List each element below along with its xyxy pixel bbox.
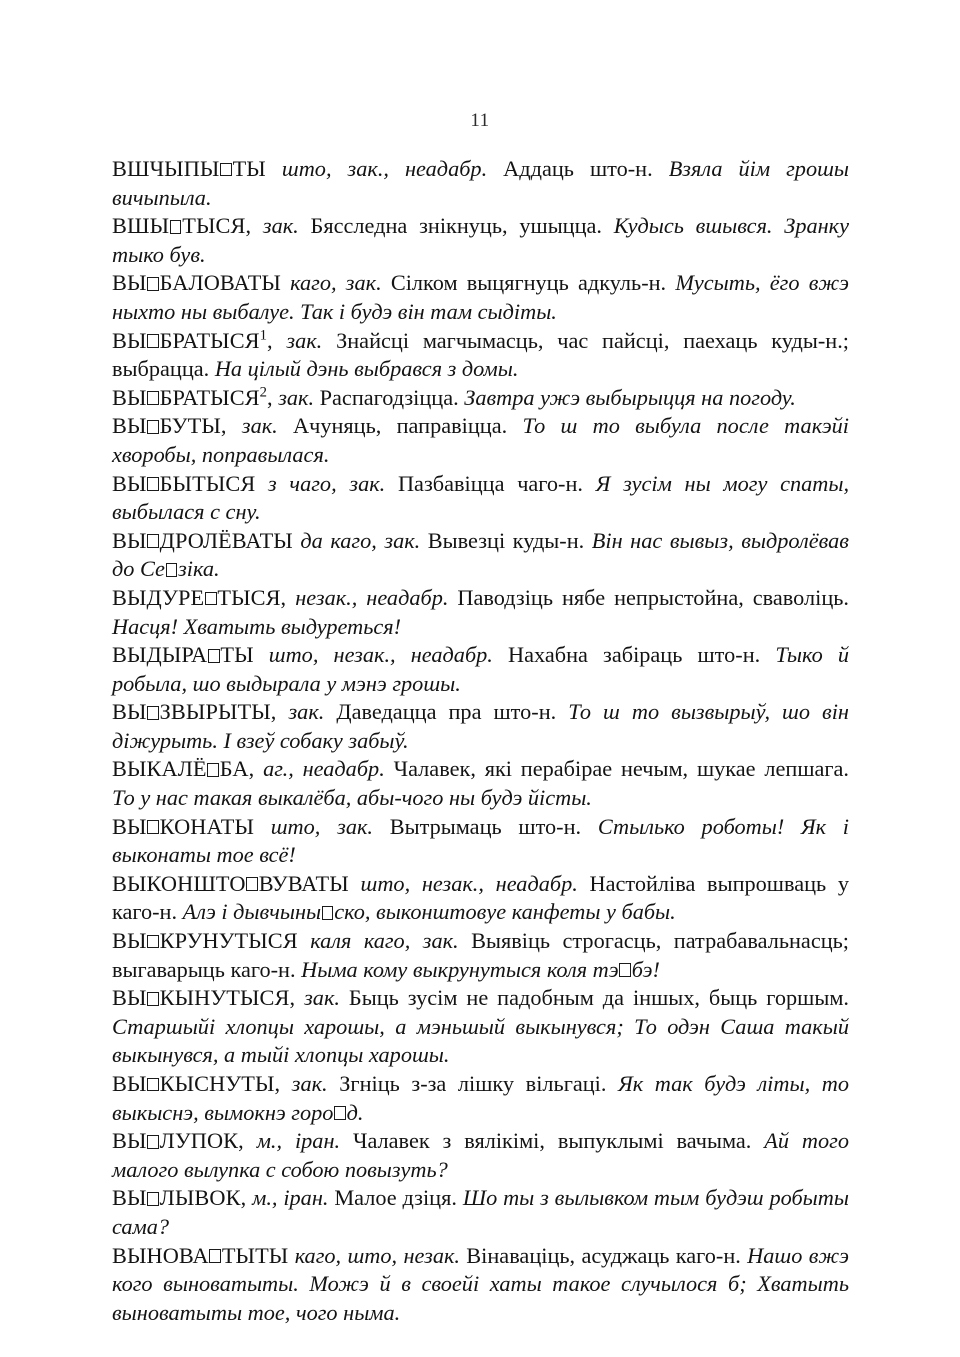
entry-headword: ВЫ КЫНУТЫСЯ, xyxy=(112,985,296,1011)
missing-glyph-box xyxy=(147,534,159,548)
entry-headword: ВЫ ЗВЫРЫТЫ, xyxy=(112,699,277,725)
missing-glyph-box xyxy=(220,163,232,177)
entry-headword: ВЫ ЛЫВОК, xyxy=(112,1185,247,1211)
entry-headword: ВЫ БЫТЫСЯ xyxy=(112,470,256,496)
entry-definition: Выявіць строгасць, патрабавальнасць; выгаварыць каго-н. xyxy=(112,928,850,982)
entry-government: што, xyxy=(281,156,332,181)
missing-glyph-box xyxy=(208,649,220,663)
entry-example-quote: Я зусім ны могу спаты, выбылася с сну. xyxy=(112,470,850,525)
entry-grammar-label: зак. xyxy=(422,928,459,954)
dictionary-entry xyxy=(112,927,849,984)
entry-definition: Паводзіць нябе непрыстойна, сваволіць. xyxy=(457,584,850,610)
entry-government: што, xyxy=(360,870,411,896)
missing-glyph-box xyxy=(166,563,178,577)
entry-grammar-label: зак. xyxy=(262,213,299,239)
entry-grammar-label: зак. xyxy=(337,813,373,839)
entry-definition: Малое дзіця. xyxy=(334,1185,457,1211)
entry-headword: ВЫ ДРОЛЁВАТЫ xyxy=(112,527,293,553)
entry-grammar-label: аг., неадабр. xyxy=(263,756,385,782)
entry-definition: Сілком выцягнуць адкуль-н. xyxy=(390,270,667,296)
entry-definition: Пазбавіцца чаго-н. xyxy=(397,470,583,496)
dictionary-entry xyxy=(112,212,849,269)
dictionary-entry xyxy=(112,813,849,870)
entry-headword: ВЫДУРЕ ТЫСЯ, xyxy=(112,584,287,610)
missing-glyph-box xyxy=(205,592,217,606)
entry-example-quote: То ш то выбула после такэйі хворобы, поправылася. xyxy=(112,413,850,467)
entry-grammar-label: м., іран. xyxy=(256,1128,341,1154)
dictionary-entry: ВЫ БРАТЫСЯ$^1$, зак. Знайсці магчымасць, час пайсці, паехаць куды-н.; выбрацца. На цілый дэнь выбрався з домы. xyxy=(112,327,849,382)
entry-example-quote: На цілый дэнь выбрався з домы. xyxy=(214,356,519,382)
entry-definition: Вытрымаць што-н. xyxy=(389,813,582,839)
dictionary-entry xyxy=(112,470,849,527)
missing-glyph-box xyxy=(322,906,334,920)
entry-headword: ВЫ БРАТЫСЯ xyxy=(112,384,260,410)
dictionary-entry xyxy=(112,1127,849,1184)
dictionary-entry xyxy=(112,155,849,212)
entry-grammar-label: зак. xyxy=(304,985,340,1011)
entry-headword: ВЫКАЛЁ БА, xyxy=(112,756,255,782)
dictionary-entry xyxy=(112,984,849,1070)
entry-grammar-label: м., іран. xyxy=(252,1185,329,1211)
missing-glyph-box xyxy=(147,334,159,348)
entry-example-quote: То ш то вызвырыў, шо він діжурыть. І взеў собаку забыў. xyxy=(112,699,849,753)
missing-glyph-box xyxy=(147,420,159,434)
entry-grammar-label: незак., неадабр. xyxy=(333,642,493,668)
missing-glyph-box xyxy=(147,1135,159,1149)
entry-headword: ВШЫ ТЫСЯ, xyxy=(112,213,252,239)
missing-glyph-box xyxy=(170,220,182,234)
missing-glyph-box xyxy=(147,706,159,720)
entry-definition: Вінаваціць, асуджаць каго-н. xyxy=(466,1242,741,1268)
entry-example-quote: Завтра ужэ выбырыцця на погоду. xyxy=(464,384,796,410)
missing-glyph-box xyxy=(147,992,159,1006)
entry-grammar-label: незак., неадабр. xyxy=(421,870,578,896)
missing-glyph-box xyxy=(147,1192,159,1206)
dictionary-entry xyxy=(112,269,849,326)
missing-glyph-box xyxy=(147,935,159,949)
entry-grammar-label: зак. xyxy=(349,470,386,496)
entry-headword: ВЫ КРУНУТЫСЯ xyxy=(112,928,298,954)
entry-example-quote: Ныма кому выкрунутыся коля тэ бэ! xyxy=(301,956,660,982)
entry-grammar-label: зак. xyxy=(241,413,278,439)
entry-headword: ВЫ КОНАТЫ xyxy=(112,813,254,839)
dictionary-entry xyxy=(112,755,849,812)
dictionary-entry xyxy=(112,527,849,584)
entry-headword: ВЫ БРАТЫСЯ xyxy=(112,327,260,353)
entry-government: каля каго, xyxy=(310,928,411,954)
entry-grammar-label: незак. xyxy=(403,1242,460,1268)
dictionary-entry xyxy=(112,584,849,641)
entry-definition: Даведацца пра што-н. xyxy=(336,699,557,725)
dictionary-entry xyxy=(112,1070,849,1127)
entry-definition: Згніць з-за лішку вільгаці. xyxy=(339,1071,607,1096)
entry-example-quote: Він нас вывыз, выдролёвав до Се зіка. xyxy=(112,527,849,582)
entry-government: з чаго, xyxy=(268,470,337,496)
entry-example-quote: Старшыйі хлопцы харошы, а мэньшый выкынувся; То одэн Саша такый выкынувся, а тыйі хлопцы харошы. xyxy=(112,1013,849,1068)
entry-example-quote: Взяла йім грошы вичыпыла. xyxy=(112,156,850,210)
entry-homonym-index: 1 xyxy=(259,327,268,344)
entry-definition: Быць зусім не падобным да іншых, быць горшым. xyxy=(348,985,850,1011)
missing-glyph-box xyxy=(147,391,159,405)
missing-glyph-box xyxy=(147,1078,159,1092)
entry-definition: Знайсці магчымасць, час пайсці, паехаць куды-н.; выбрацца. xyxy=(112,327,849,382)
entry-example-quote: Шо ты з вылывком тым будэш робыты сама? xyxy=(112,1185,849,1239)
missing-glyph-box xyxy=(147,820,159,834)
entry-grammar-label: зак. xyxy=(384,527,421,553)
entry-definition: Распагодзіцца. xyxy=(319,384,459,410)
entry-headword: ВЫ БУТЫ, xyxy=(112,413,227,439)
missing-glyph-box xyxy=(207,763,219,777)
missing-glyph-box xyxy=(209,1249,221,1263)
dictionary-entry xyxy=(112,1184,849,1241)
entry-definition: Вывезці куды-н. xyxy=(427,527,585,553)
entry-example-quote: Алэ і дывчыны ско, выконштовуе канфеты у бабы. xyxy=(182,899,676,925)
dictionary-entry xyxy=(112,412,849,469)
entry-example-quote: Кудысь вшывся. Зранку тыко був. xyxy=(112,213,850,267)
entry-homonym-index: 2 xyxy=(259,384,268,401)
entry-government: да каго, xyxy=(300,527,377,553)
missing-glyph-box xyxy=(147,277,159,291)
entry-example-quote: То у нас такая выкалёба, абы-чого ны будэ йісты. xyxy=(112,785,592,811)
dictionary-entry-list xyxy=(112,155,849,1327)
entry-grammar-label: зак. xyxy=(291,1071,328,1096)
dictionary-entry xyxy=(112,698,849,755)
entry-headword: ВЫ ЛУПОК, xyxy=(112,1128,244,1154)
entry-example-quote: Насця! Хватыть выдуреться! xyxy=(112,613,402,639)
entry-example-quote: Нашо вжэ кого выноватыты. Можэ й в своейі хаты такое случылося б; Хватыть выноватыты тое, чого ныма. xyxy=(112,1242,849,1325)
dictionary-entry xyxy=(112,1242,849,1328)
entry-government: каго, што, xyxy=(294,1242,398,1268)
entry-definition: Чалавек з вялікімі, выпуклымі вачыма. xyxy=(352,1128,752,1154)
entry-definition: Аддаць што-н. xyxy=(503,156,653,181)
entry-headword: ВЫКОНШТО ВУВАТЫ xyxy=(112,870,349,896)
entry-government: што, xyxy=(268,642,319,668)
entry-grammar-label: зак. xyxy=(278,384,315,410)
entry-definition: Настойліва выпрошваць у каго-н. xyxy=(112,870,850,925)
entry-example-quote: Стылько роботы! Як і выконаты тое всё! xyxy=(112,813,849,868)
entry-government: каго, xyxy=(290,270,337,296)
entry-example-quote: Ай того малого вылупка с собою повызуть? xyxy=(112,1128,849,1182)
dictionary-entry xyxy=(112,870,849,927)
dictionary-entry xyxy=(112,641,849,698)
entry-definition: Бясследна знікнуць, ушыцца. xyxy=(310,213,603,239)
entry-headword: ВЫДЫРА ТЫ xyxy=(112,642,254,668)
entry-headword: ВЫ БАЛОВАТЫ xyxy=(112,270,281,296)
entry-grammar-label: зак., неадабр. xyxy=(347,156,488,181)
missing-glyph-box xyxy=(334,1106,346,1120)
missing-glyph-box xyxy=(246,877,258,891)
entry-grammar-label: зак. xyxy=(345,270,382,296)
entry-grammar-label: зак. xyxy=(286,327,323,353)
entry-government: што, xyxy=(270,813,321,839)
missing-glyph-box xyxy=(619,963,631,977)
entry-headword: ВЫ КЫСНУТЫ, xyxy=(112,1071,281,1096)
entry-grammar-label: зак. xyxy=(288,699,325,725)
entry-definition: Нахабна забіраць што-н. xyxy=(508,642,761,668)
entry-headword: ВШЧЫПЫ ТЫ xyxy=(112,156,266,181)
entry-headword: ВЫНОВА ТЫТЫ xyxy=(112,1242,289,1268)
entry-example-quote: Тыко й робыла, шо выдырала у мэнэ грошы. xyxy=(112,642,850,696)
missing-glyph-box xyxy=(147,477,159,491)
page-number: 11 xyxy=(470,110,490,131)
entry-grammar-label: незак., неадабр. xyxy=(295,584,449,610)
entry-example-quote: Як так будэ літы, то выкыснэ, вымокнэ горо д. xyxy=(112,1071,850,1125)
entry-example-quote: Мусыть, ёго вжэ ныхто ны выбалуе. Так і будэ він там сыдіты. xyxy=(112,270,849,324)
entry-definition: Ачуняць, паправіцца. xyxy=(293,413,508,439)
entry-definition: Чалавек, які перабірае нечым, шукае лепшага. xyxy=(393,756,849,782)
dictionary-entry: ВЫ БРАТЫСЯ$^2$, зак. Распагодзіцца. Завтра ужэ выбырыцця на погоду. xyxy=(112,384,796,410)
